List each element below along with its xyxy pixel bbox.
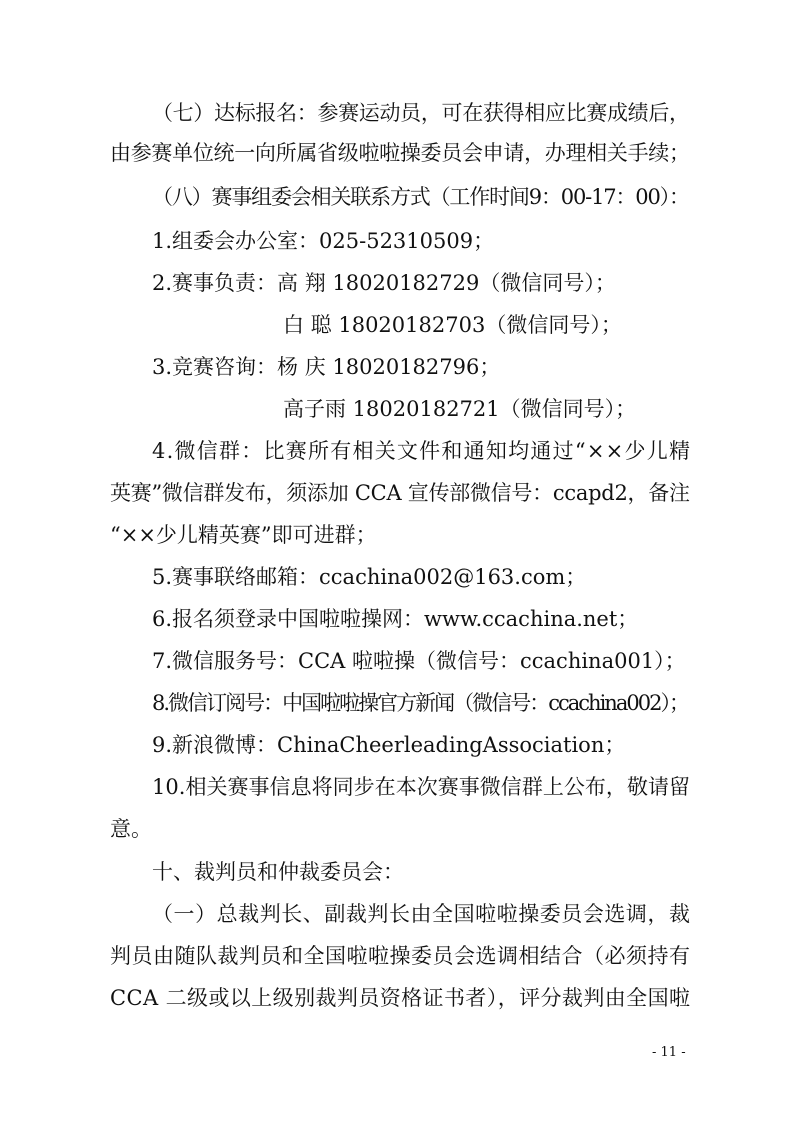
text-line: 9.新浪微博：ChinaCheerleadingAssociation； (152, 733, 626, 757)
text-line: 1.组委会办公室：025-52310509； (152, 229, 495, 253)
text-line: 6.报名须登录中国啦啦操网：www.ccachina.net； (152, 607, 639, 631)
text-line: 5.赛事联络邮箱：ccachina002@163.com； (152, 565, 587, 589)
text-line: 英赛”微信群发布，须添加 CCA 宣传部微信号：ccapd2，备注 (110, 481, 690, 505)
text-line: （八）赛事组委会相关联系方式（工作时间9：00-17：00）： (152, 185, 689, 209)
text-line: （一）总裁判长、副裁判长由全国啦啦操委员会选调，裁 (152, 902, 691, 926)
text-line: 8.微信订阅号：中国啦啦操官方新闻（微信号：ccachina002）； (152, 691, 688, 715)
text-line: 由参赛单位统一向所属省级啦啦操委员会申请，办理相关手续； (110, 141, 690, 165)
text-line: 十、裁判员和仲裁委员会： (152, 860, 404, 884)
text-line: （七）达标报名：参赛运动员，可在获得相应比赛成绩后， (152, 101, 690, 125)
page-number: - 11 - (652, 1045, 686, 1060)
text-line: 2.赛事负责：高 翔 18020182729（微信同号）； (152, 271, 616, 295)
text-line: 10.相关赛事信息将同步在本次赛事微信群上公布，敬请留 (152, 775, 691, 799)
text-line: “××少儿精英赛”即可进群； (110, 523, 377, 547)
text-line: 7.微信服务号：CCA 啦啦操（微信号：ccachina001）； (152, 649, 686, 673)
text-line: 判员由随队裁判员和全国啦啦操委员会选调相结合（必须持有 (110, 944, 691, 968)
text-line: 白 聪 18020182703（微信同号）； (283, 313, 622, 337)
text-line: 4.微信群：比赛所有相关文件和通知均通过“××少儿精 (152, 439, 692, 463)
text-line: 意。 (110, 817, 152, 841)
text-line: 高子雨 18020182721（微信同号）； (283, 397, 637, 421)
text-line: 3.竞赛咨询：杨 庆 18020182796； (152, 355, 501, 379)
text-line: CCA 二级或以上级别裁判员资格证书者），评分裁判由全国啦 (110, 986, 691, 1010)
